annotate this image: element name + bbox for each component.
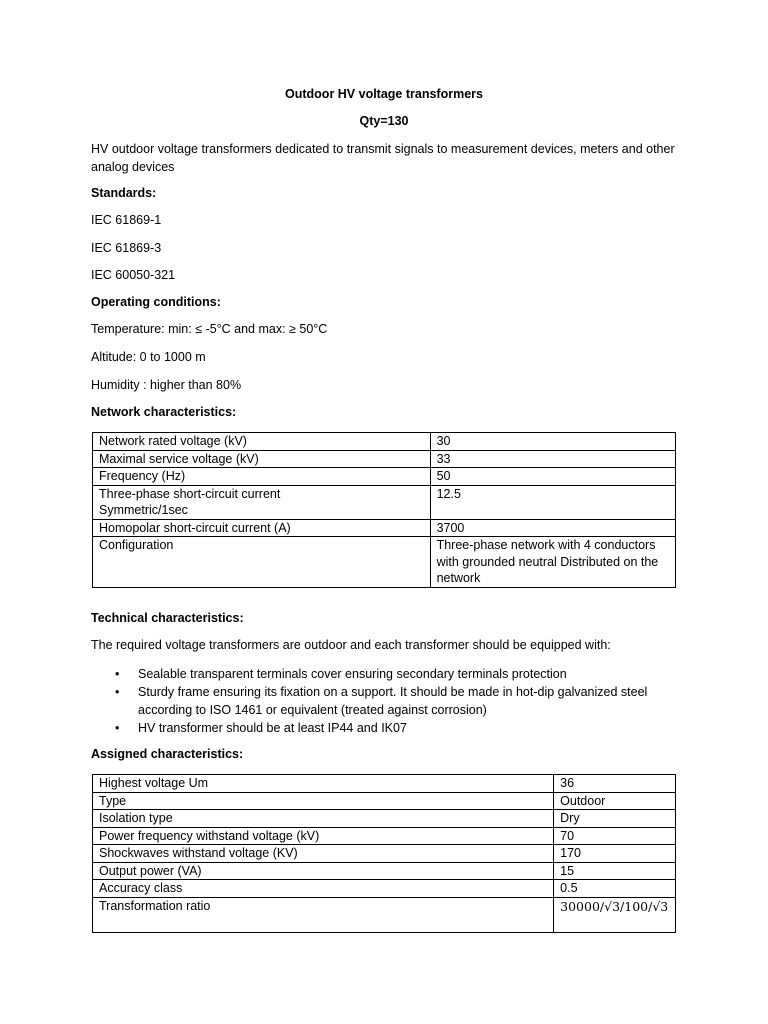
assigned-heading: Assigned characteristics: [91, 747, 244, 761]
table-cell: 0.5 [554, 880, 676, 898]
table-cell: 33 [430, 450, 675, 468]
network-heading: Network characteristics: [91, 405, 237, 419]
table-row [93, 775, 676, 793]
table-cell: Frequency (Hz) [93, 468, 431, 486]
table-row [93, 433, 676, 451]
table-cell: Homopolar short-circuit current (A) [93, 519, 431, 537]
table-row [93, 845, 676, 863]
table-cell: Outdoor [554, 792, 676, 810]
quantity-line: Qty=130 [359, 114, 409, 128]
table-cell: Power frequency withstand voltage (kV) [93, 827, 554, 845]
list-item: • Sealable transparent terminals cover ensuring secondary terminals protection [115, 667, 567, 681]
assigned-table [92, 774, 676, 933]
table-row [93, 537, 676, 588]
table-cell: Three-phase network with 4 conductors with grounded neutral Distributed on the network [430, 537, 675, 588]
table-cell: Shockwaves withstand voltage (KV) [93, 845, 554, 863]
document-title: Outdoor HV voltage transformers [285, 87, 483, 101]
technical-heading: Technical characteristics: [91, 611, 244, 625]
table-row [93, 827, 676, 845]
intro-paragraph: HV outdoor voltage transformers dedicated to transmit signals to measurement devices, meters and other analog devices [91, 142, 675, 174]
list-item: • HV transformer should be at least IP44 and IK07 [115, 721, 407, 735]
table-cell: Output power (VA) [93, 862, 554, 880]
table-row [93, 810, 676, 828]
standard-item: IEC 60050-321 [91, 268, 176, 282]
operating-heading: Operating conditions: [91, 295, 221, 309]
table-cell: Three-phase short-circuit current Symmetric/1sec [93, 485, 431, 519]
standard-item: IEC 61869-3 [91, 241, 162, 255]
table-row [93, 897, 676, 932]
technical-bullet-list [91, 665, 681, 737]
table-row [93, 468, 676, 486]
standards-heading: Standards: [91, 186, 157, 200]
table-cell: 36 [554, 775, 676, 793]
table-cell: Type [93, 792, 554, 810]
bullet-icon: • [115, 721, 120, 735]
table-cell: 3700 [430, 519, 675, 537]
table-row [93, 450, 676, 468]
table-cell: Transformation ratio [93, 897, 554, 932]
table-cell: Dry [554, 810, 676, 828]
table-cell: 12.5 [430, 485, 675, 519]
table-cell: 15 [554, 862, 676, 880]
table-cell: 30 [430, 433, 675, 451]
table-cell: Highest voltage Um [93, 775, 554, 793]
table-cell: Maximal service voltage (kV) [93, 450, 431, 468]
table-cell: Accuracy class [93, 880, 554, 898]
table-cell: 30000/√3/100/√3 [554, 897, 676, 932]
standard-item: IEC 61869-1 [91, 213, 162, 227]
table-cell: Network rated voltage (kV) [93, 433, 431, 451]
table-cell: Configuration [93, 537, 431, 588]
operating-item: Temperature: min: ≤ -5°C and max: ≥ 50°C [91, 322, 328, 336]
table-row [93, 862, 676, 880]
table-row [93, 519, 676, 537]
table-row [93, 792, 676, 810]
list-item: • Sturdy frame ensuring its fixation on a support. It should be made in hot-dip galvanized steel according to ISO 1461 or equivalent (treated against corrosion) [115, 685, 648, 717]
bullet-icon: • [115, 685, 120, 699]
table-row [93, 880, 676, 898]
table-cell: 170 [554, 845, 676, 863]
table-row [93, 485, 676, 519]
table-cell: 50 [430, 468, 675, 486]
network-table [92, 432, 676, 588]
operating-item: Altitude: 0 to 1000 m [91, 350, 206, 364]
table-cell: 70 [554, 827, 676, 845]
operating-item: Humidity : higher than 80% [91, 378, 242, 392]
technical-intro: The required voltage transformers are outdoor and each transformer should be equipped with: [91, 638, 611, 652]
table-cell: Isolation type [93, 810, 554, 828]
bullet-icon: • [115, 667, 120, 681]
